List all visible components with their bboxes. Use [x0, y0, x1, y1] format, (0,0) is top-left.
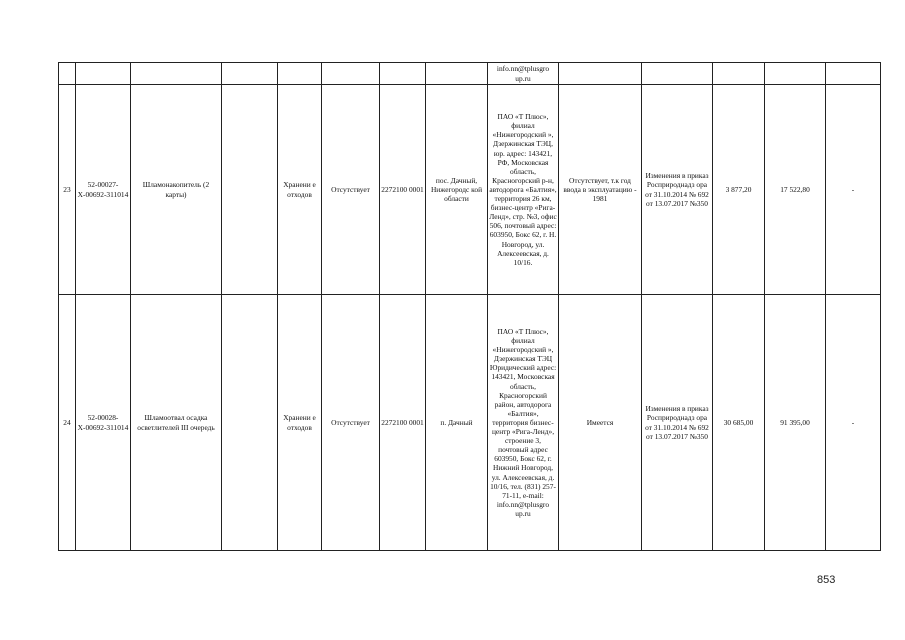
cell-col6: Отсутствует [322, 85, 380, 295]
cell-purpose: Хранени е отходов [278, 295, 322, 551]
cell-note: - [826, 85, 881, 295]
cell-col6: Отсутствует [322, 295, 380, 551]
cell-note: - [826, 295, 881, 551]
table-row-continued [59, 63, 881, 85]
cell-oktmo [380, 63, 426, 85]
cell-capacity-year: 30 685,00 [713, 295, 765, 551]
cell-operator: ПАО «Т Плюс», филиал «Нижегородский », Дзержинская ТЭЦ, юр. адрес: 143421, РФ, Московская область, Красногорский р-н, автодорога «Балтия», территория 26 км, бизнес-центр «Рига-Ленд», стр. №3, офис 506, почтовый адрес: 603950, Бокс 62, г. Н. Новгород, ул. Алексеевская, д. 10/16. [488, 85, 559, 295]
cell-location [426, 63, 488, 85]
cell-col6 [322, 63, 380, 85]
cell-monitoring: Имеется [559, 295, 642, 551]
cell-capacity-year [713, 63, 765, 85]
table-row [59, 85, 881, 295]
cell-operator: ПАО «Т Плюс», филиал «Нижегородский », Дзержинская ТЭЦ Юридический адрес: 143421, Московская область, Красногорский район, автодорога «Балтия», территория бизнес-центр «Рига-Ленд», строение 3, почтовый адрес 603950, Бокс 62, г. Нижний Новгород, ул. Алексеевская, д. 10/16, тел. (831) 257-71-11, e-mail: info.nn@tplusgro up.ru [488, 295, 559, 551]
cell-capacity-total: 91 395,00 [765, 295, 826, 551]
cell-location: пос. Дачный, Нижегородс кой области [426, 85, 488, 295]
cell-capacity-total [765, 63, 826, 85]
cell-oktmo: 2272100 0001 [380, 85, 426, 295]
cell-object-name: Шламоотвал осадка осветлителей III очередь [131, 295, 222, 551]
cell-purpose [278, 63, 322, 85]
cell-number: 24 [59, 295, 76, 551]
cell-order [642, 63, 713, 85]
cell-location: п. Дачный [426, 295, 488, 551]
cell-object-name: Шламонакопитель (2 карты) [131, 85, 222, 295]
cell-monitoring: Отсутствует, т.к год ввода в эксплуатацию - 1981 [559, 85, 642, 295]
cell-capacity-total: 17 522,80 [765, 85, 826, 295]
registry-table [58, 62, 881, 551]
table-row [59, 295, 881, 551]
cell-order: Изменения в приказ Росприроднадз ора от 31.10.2014 № 692 от 13.07.2017 №350 [642, 295, 713, 551]
cell-object-code [76, 63, 131, 85]
cell-monitoring [559, 63, 642, 85]
cell-col4 [222, 85, 278, 295]
cell-col4 [222, 295, 278, 551]
cell-operator: info.nn@tplusgro up.ru [488, 63, 559, 85]
cell-number: 23 [59, 85, 76, 295]
cell-purpose: Хранени е отходов [278, 85, 322, 295]
cell-order: Изменения в приказ Росприроднадз ора от 31.10.2014 № 692 от 13.07.2017 №350 [642, 85, 713, 295]
page-number: 853 [817, 574, 836, 586]
cell-note [826, 63, 881, 85]
cell-object-code: 52-00028-Х-00692-311014 [76, 295, 131, 551]
cell-oktmo: 2272100 0001 [380, 295, 426, 551]
cell-object-code: 52-00027-Х-00692-311014 [76, 85, 131, 295]
cell-col4 [222, 63, 278, 85]
cell-capacity-year: 3 877,20 [713, 85, 765, 295]
cell-number [59, 63, 76, 85]
cell-object-name [131, 63, 222, 85]
